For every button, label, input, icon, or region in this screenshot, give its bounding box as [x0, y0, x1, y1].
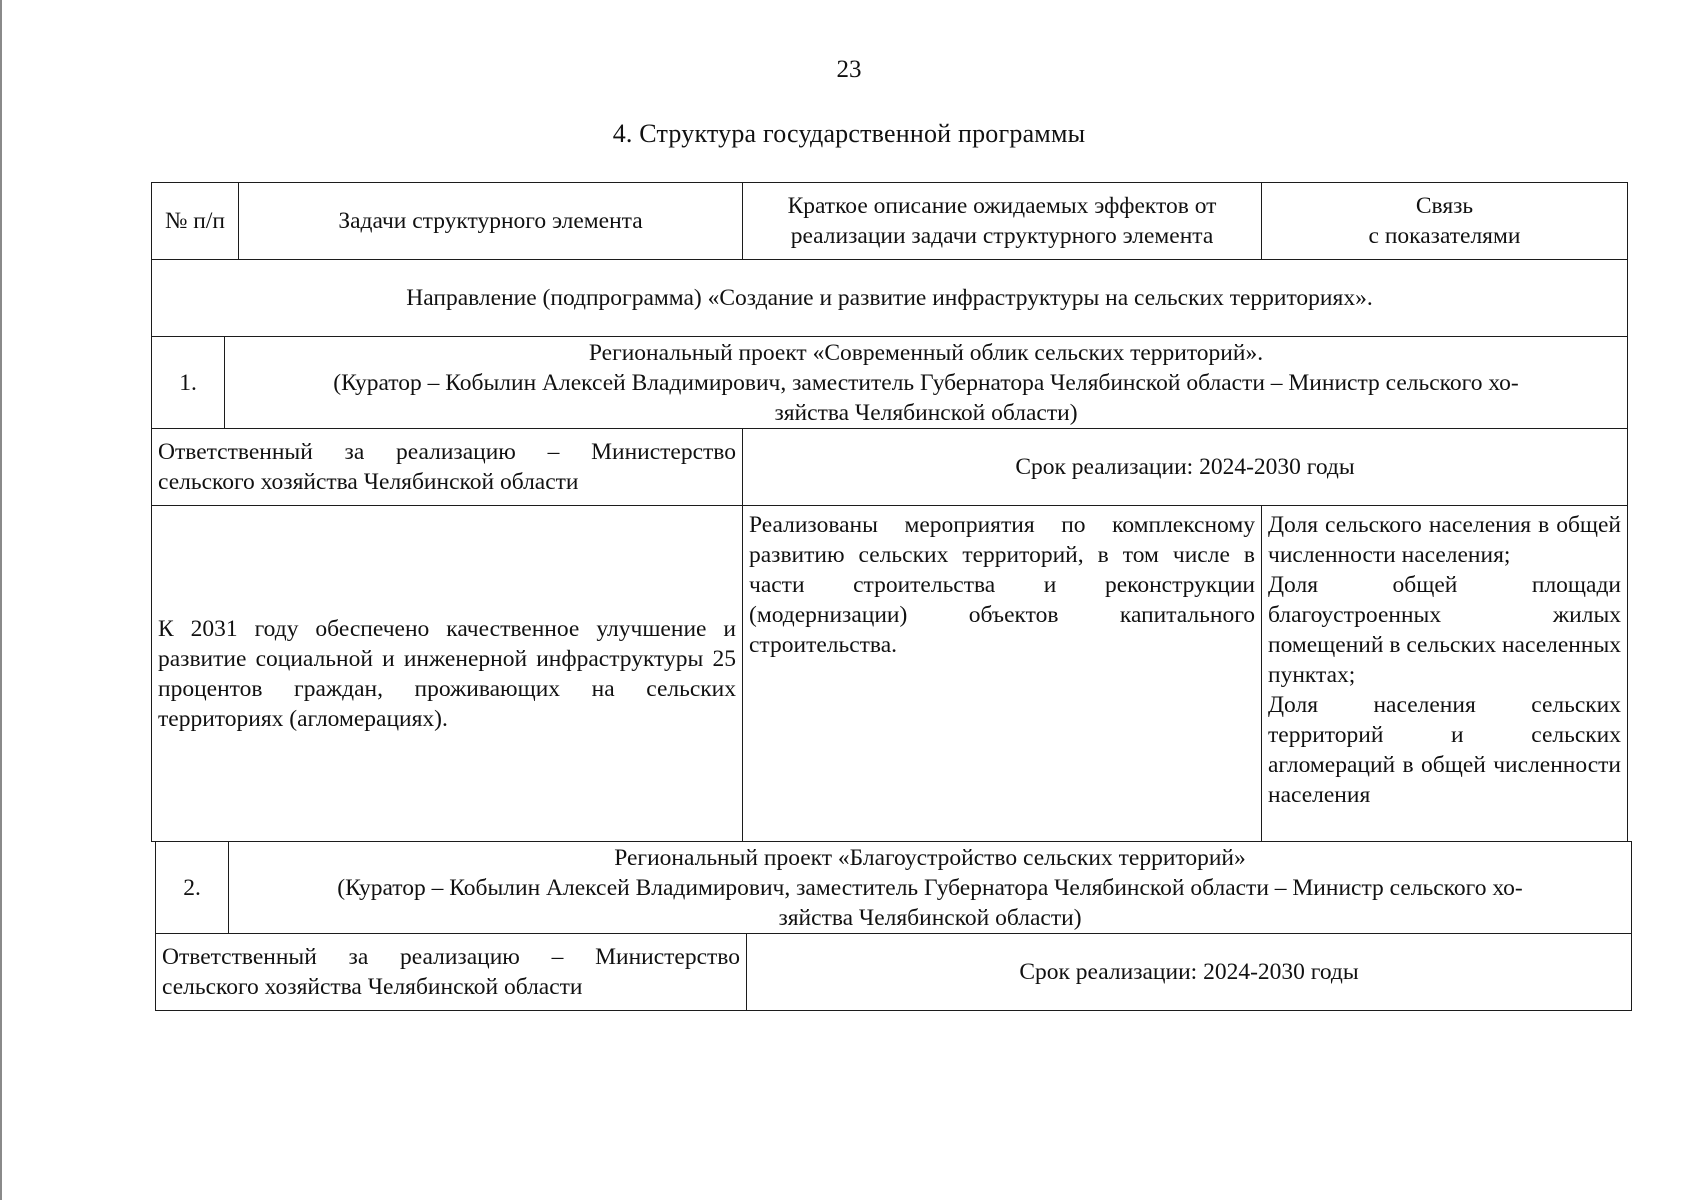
project-1-task-text: К 2031 году обеспечено качественное улучшение и развитие социальной и инженерной инфраструктуры 25 процентов граждан, проживающих на сельских территориях (агломерациях). — [158, 615, 736, 732]
project-2-curator-line-2: зяйства Челябинской области) — [778, 904, 1082, 931]
project-2-responsible-line-2: сельского хозяйства Челябинской области — [162, 974, 583, 1000]
project-2-title: Региональный проект «Благоустройство сельских территорий» — [614, 844, 1246, 871]
project-1-term-text: Срок реализации: 2024-2030 годы — [1015, 454, 1355, 480]
project-1-responsible-line-1: Ответственный за реализацию – Министерство — [158, 439, 736, 465]
project-2-term-text: Срок реализации: 2024-2030 годы — [1019, 959, 1359, 985]
header-indicators-line-2: с показателями — [1368, 223, 1521, 249]
header-tasks — [238, 182, 743, 260]
header-effects-line-1: Краткое описание ожидаемых эффектов от — [787, 193, 1217, 219]
header-effects — [742, 182, 1262, 260]
scan-left-edge — [0, 0, 2, 1200]
project-1-indicator-1: Доля сельского населения в общей численности населения; — [1268, 512, 1621, 568]
project-1-effect-text: Реализованы мероприятия по комплексному развитию сельских территорий, в том числе в части строительства и реконструкции (модернизации) объектов капитального строительства. — [749, 512, 1255, 658]
project-1-effect — [742, 505, 1262, 842]
project-1-header — [224, 336, 1628, 429]
direction-row — [151, 259, 1628, 337]
project-1-indicator-2: Доля общей площади благоустроенных жилых помещений в сельских населенных пунктах; — [1268, 572, 1621, 688]
project-1-curator-line-2: зяйства Челябинской области) — [774, 399, 1078, 426]
project-1-number-text: 1. — [179, 369, 197, 396]
header-tasks-label: Задачи структурного элемента — [338, 208, 643, 234]
project-1-task — [151, 505, 743, 842]
project-1-responsible — [151, 428, 743, 506]
page-title: 4. Структура государственной программы — [612, 119, 1086, 148]
project-1-indicators — [1261, 505, 1628, 842]
header-indicators — [1261, 182, 1628, 260]
project-2-number — [155, 841, 229, 934]
project-1-title: Региональный проект «Современный облик сельских территорий». — [588, 339, 1264, 366]
project-2-header — [228, 841, 1632, 934]
header-effects-line-2: реализации задачи структурного элемента — [790, 223, 1214, 249]
page-number: 23 — [836, 56, 862, 83]
project-2-curator-line-1: (Куратор – Кобылин Алексей Владимирович, заместитель Губернатора Челябинской области – Министр сельского хо- — [337, 874, 1523, 901]
project-1-indicator-3: Доля населения сельских территорий и сельских агломераций в общей численности населения — [1268, 692, 1621, 808]
header-num — [151, 182, 239, 260]
project-1-responsible-line-2: сельского хозяйства Челябинской области — [158, 469, 579, 495]
project-2-responsible — [155, 933, 747, 1011]
project-2-term — [746, 933, 1632, 1011]
project-1-number — [151, 336, 225, 429]
project-2-responsible-line-1: Ответственный за реализацию – Министерство — [162, 944, 740, 970]
header-indicators-line-1: Связь — [1415, 193, 1474, 219]
header-num-label: № п/п — [165, 208, 225, 234]
direction-text: Направление (подпрограмма) «Создание и развитие инфраструктуры на сельских территориях». — [406, 285, 1373, 311]
project-1-term — [742, 428, 1628, 506]
project-2-number-text: 2. — [183, 874, 201, 901]
project-1-curator-line-1: (Куратор – Кобылин Алексей Владимирович, заместитель Губернатора Челябинской области – Министр сельского хо- — [333, 369, 1519, 396]
